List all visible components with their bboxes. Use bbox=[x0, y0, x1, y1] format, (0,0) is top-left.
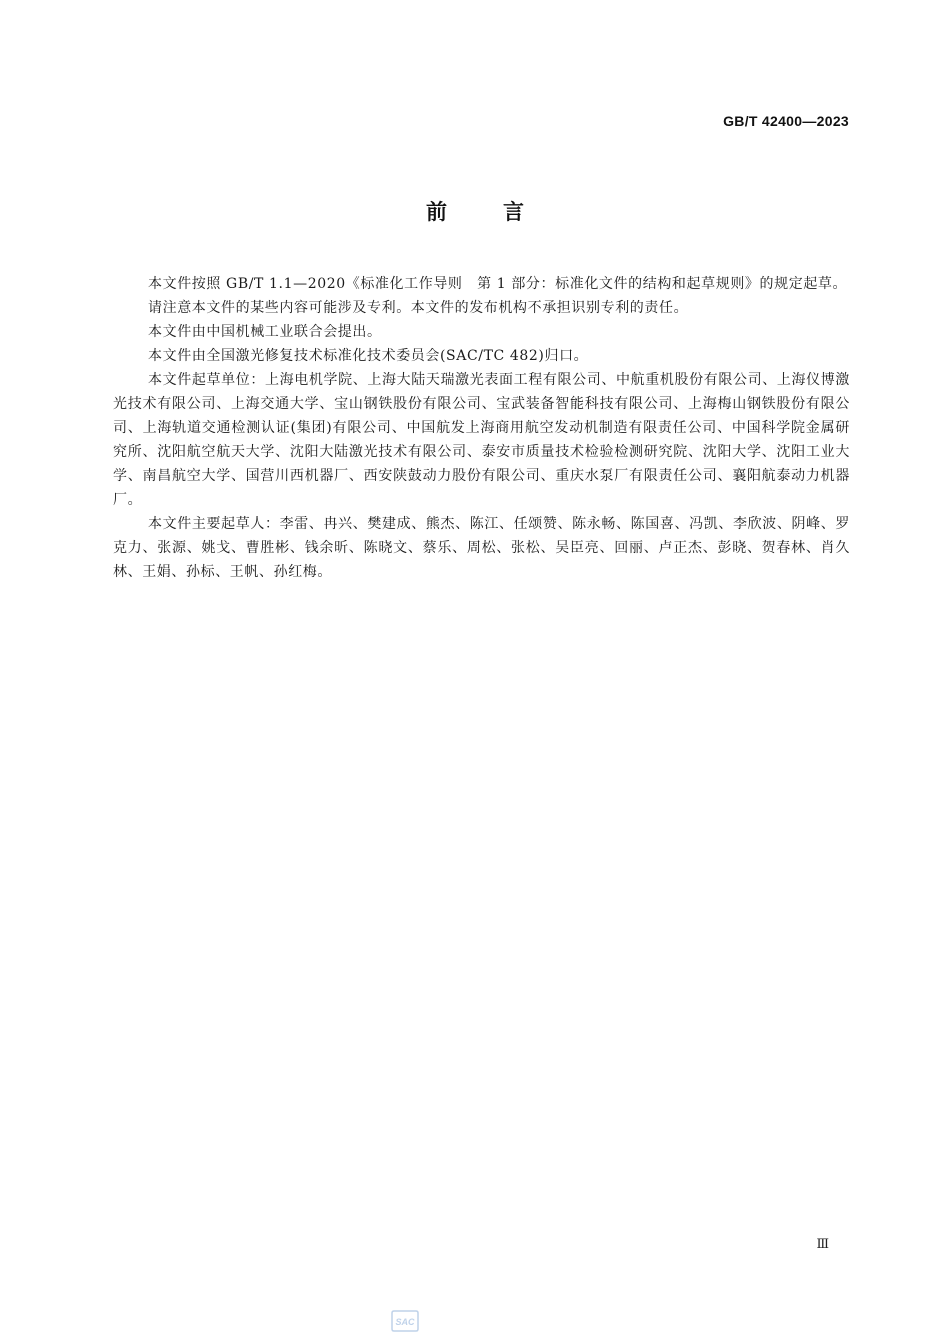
page-number: Ⅲ bbox=[816, 1237, 829, 1252]
document-body bbox=[113, 272, 850, 584]
paragraph-committee: 本文件由全国激光修复技术标准化技术委员会(SAC/TC 482)归口。 bbox=[148, 348, 589, 364]
paragraph-drafting-rules: 本文件按照 GB/T 1.1—2020《标准化工作导则 第 1 部分：标准化文件的结构和起草规则》的规定起草。 bbox=[148, 276, 848, 292]
paragraph-patent-notice: 请注意本文件的某些内容可能涉及专利。本文件的发布机构不承担识别专利的责任。 bbox=[148, 300, 689, 316]
standard-number: GB/T 42400—2023 bbox=[723, 113, 849, 129]
paragraph-drafters: 本文件主要起草人：李雷、冉兴、樊建成、熊杰、陈江、任颂赞、陈永畅、陈国喜、冯凯、李欣波、阴峰、罗克力、张源、姚戈、曹胜彬、钱余昕、陈晓文、蔡乐、周松、张松、吴臣亮、回丽、卢正杰、彭晓、贺春林、肖久林、王娟、孙标、王帆、孙红梅。 bbox=[113, 516, 850, 580]
paragraph-proposer: 本文件由中国机械工业联合会提出。 bbox=[148, 324, 382, 340]
page-title: 前言 bbox=[426, 200, 580, 224]
watermark-text: SAC bbox=[395, 1317, 415, 1327]
paragraph-drafting-units: 本文件起草单位：上海电机学院、上海大陆天瑞激光表面工程有限公司、中航重机股份有限公司、上海仪博激光技术有限公司、上海交通大学、宝山钢铁股份有限公司、宝武装备智能科技有限公司、上海梅山钢铁股份有限公司、上海轨道交通检测认证(集团)有限公司、中国航发上海商用航空发动机制造有限责任公司、中国科学院金属研究所、沈阳航空航天大学、沈阳大陆激光技术有限公司、泰安市质量技术检验检测研究院、沈阳大学、沈阳工业大学、南昌航空大学、国营川西机器厂、西安陕鼓动力股份有限公司、重庆水泵厂有限责任公司、襄阳航泰动力机器厂。 bbox=[113, 372, 850, 508]
sac-watermark-logo bbox=[390, 1309, 420, 1333]
